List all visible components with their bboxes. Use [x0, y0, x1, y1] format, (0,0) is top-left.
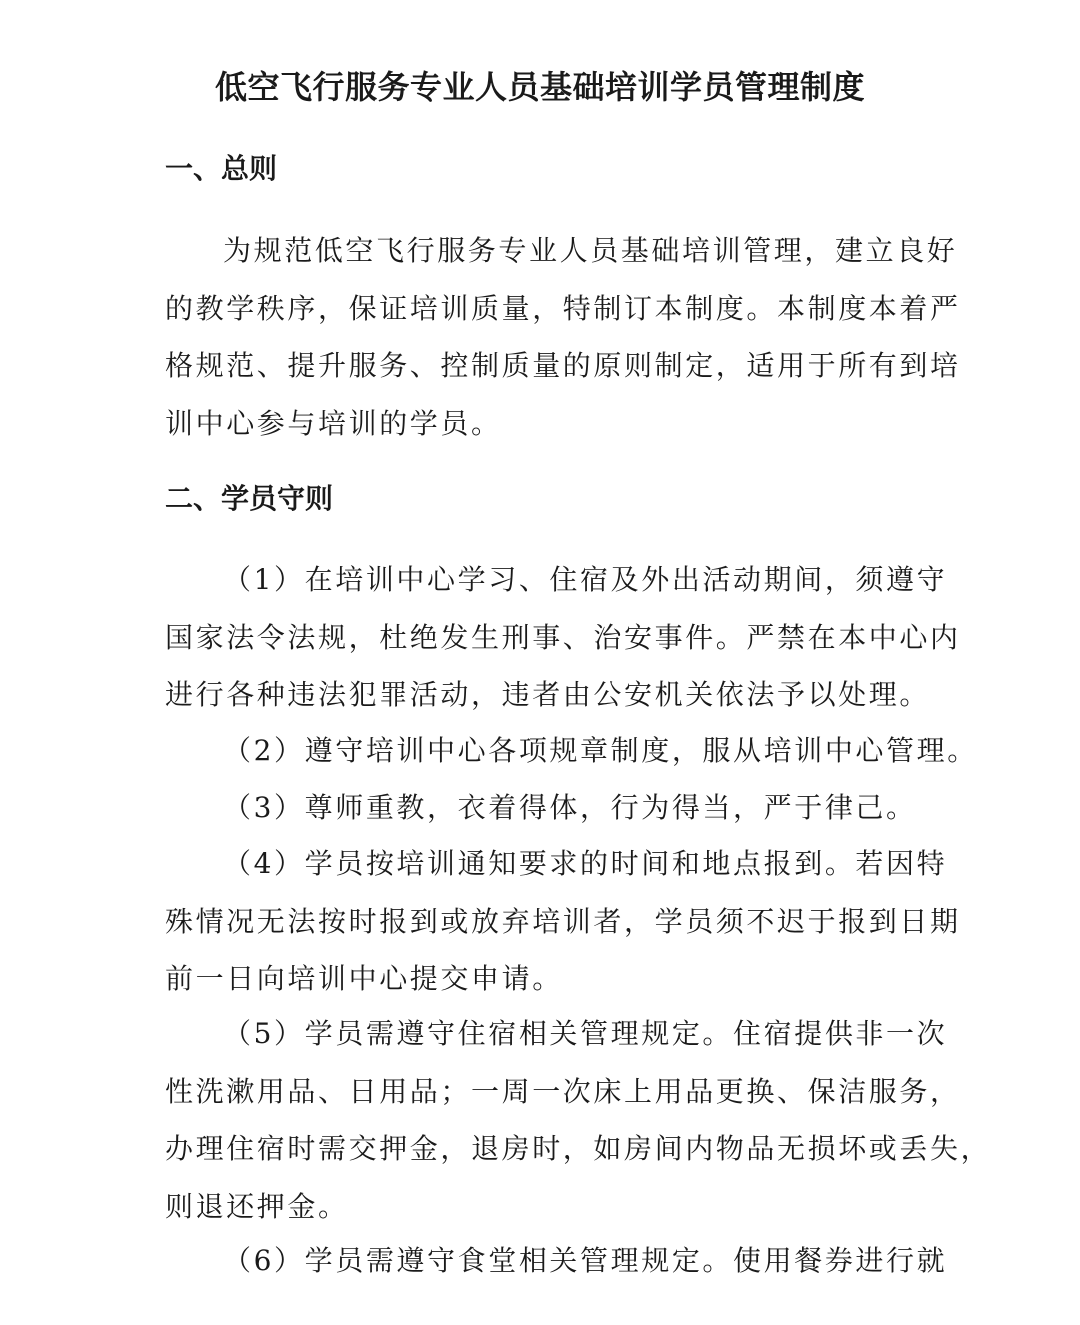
paragraph-line: （3）尊师重教，衣着得体，行为得当，严于律己。 — [223, 791, 917, 824]
paragraph-line: 进行各种违法犯罪活动，违者由公安机关依法予以处理。 — [165, 678, 931, 712]
rule-item-3 — [165, 779, 920, 837]
paragraph-line: 办理住宿时需交押金，退房时，如房间内物品无损坏或丢失， — [165, 1132, 992, 1166]
paragraph-line: 为规范低空飞行服务专业人员基础培训管理，建立良好 — [223, 234, 958, 267]
rule-item-1 — [165, 551, 961, 724]
section-heading-student-rules: 二、学员守则 — [165, 482, 334, 515]
paragraph-line: 殊情况无法按时报到或放弃培训者，学员须不迟于报到日期 — [165, 904, 961, 938]
paragraph-line: 国家法令法规，杜绝发生刑事、治安事件。严禁在本中心内 — [165, 620, 961, 654]
paragraph-general-purpose — [165, 222, 961, 452]
section-heading-general: 一、总则 — [165, 152, 278, 185]
paragraph-line: （4）学员按培训通知要求的时间和地点报到。若因特 — [223, 847, 948, 880]
rule-item-6 — [165, 1232, 948, 1290]
paragraph-line: 前一日向培训中心提交申请。 — [165, 962, 563, 996]
paragraph-line: （2）遵守培训中心各项规章制度，服从培训中心管理。 — [223, 734, 978, 767]
paragraph-line: （1）在培训中心学习、住宿及外出活动期间，须遵守 — [223, 563, 948, 596]
document-title: 低空飞行服务专业人员基础培训学员管理制度 — [214, 68, 865, 106]
paragraph-line: （6）学员需遵守食堂相关管理规定。使用餐券进行就 — [223, 1244, 948, 1277]
paragraph-line: 性洗漱用品、日用品；一周一次床上用品更换、保洁服务， — [165, 1074, 961, 1108]
rule-item-4 — [165, 835, 961, 1008]
paragraph-line: 则退还押金。 — [165, 1189, 349, 1223]
paragraph-line: 训中心参与培训的学员。 — [165, 406, 502, 440]
paragraph-line: 的教学秩序，保证培训质量，特制订本制度。本制度本着严 — [165, 291, 961, 325]
rule-item-2 — [165, 722, 978, 780]
rule-item-5 — [165, 1005, 992, 1235]
paragraph-line: 格规范、提升服务、控制质量的原则制定，适用于所有到培 — [165, 349, 961, 383]
paragraph-line: （5）学员需遵守住宿相关管理规定。住宿提供非一次 — [223, 1017, 948, 1050]
